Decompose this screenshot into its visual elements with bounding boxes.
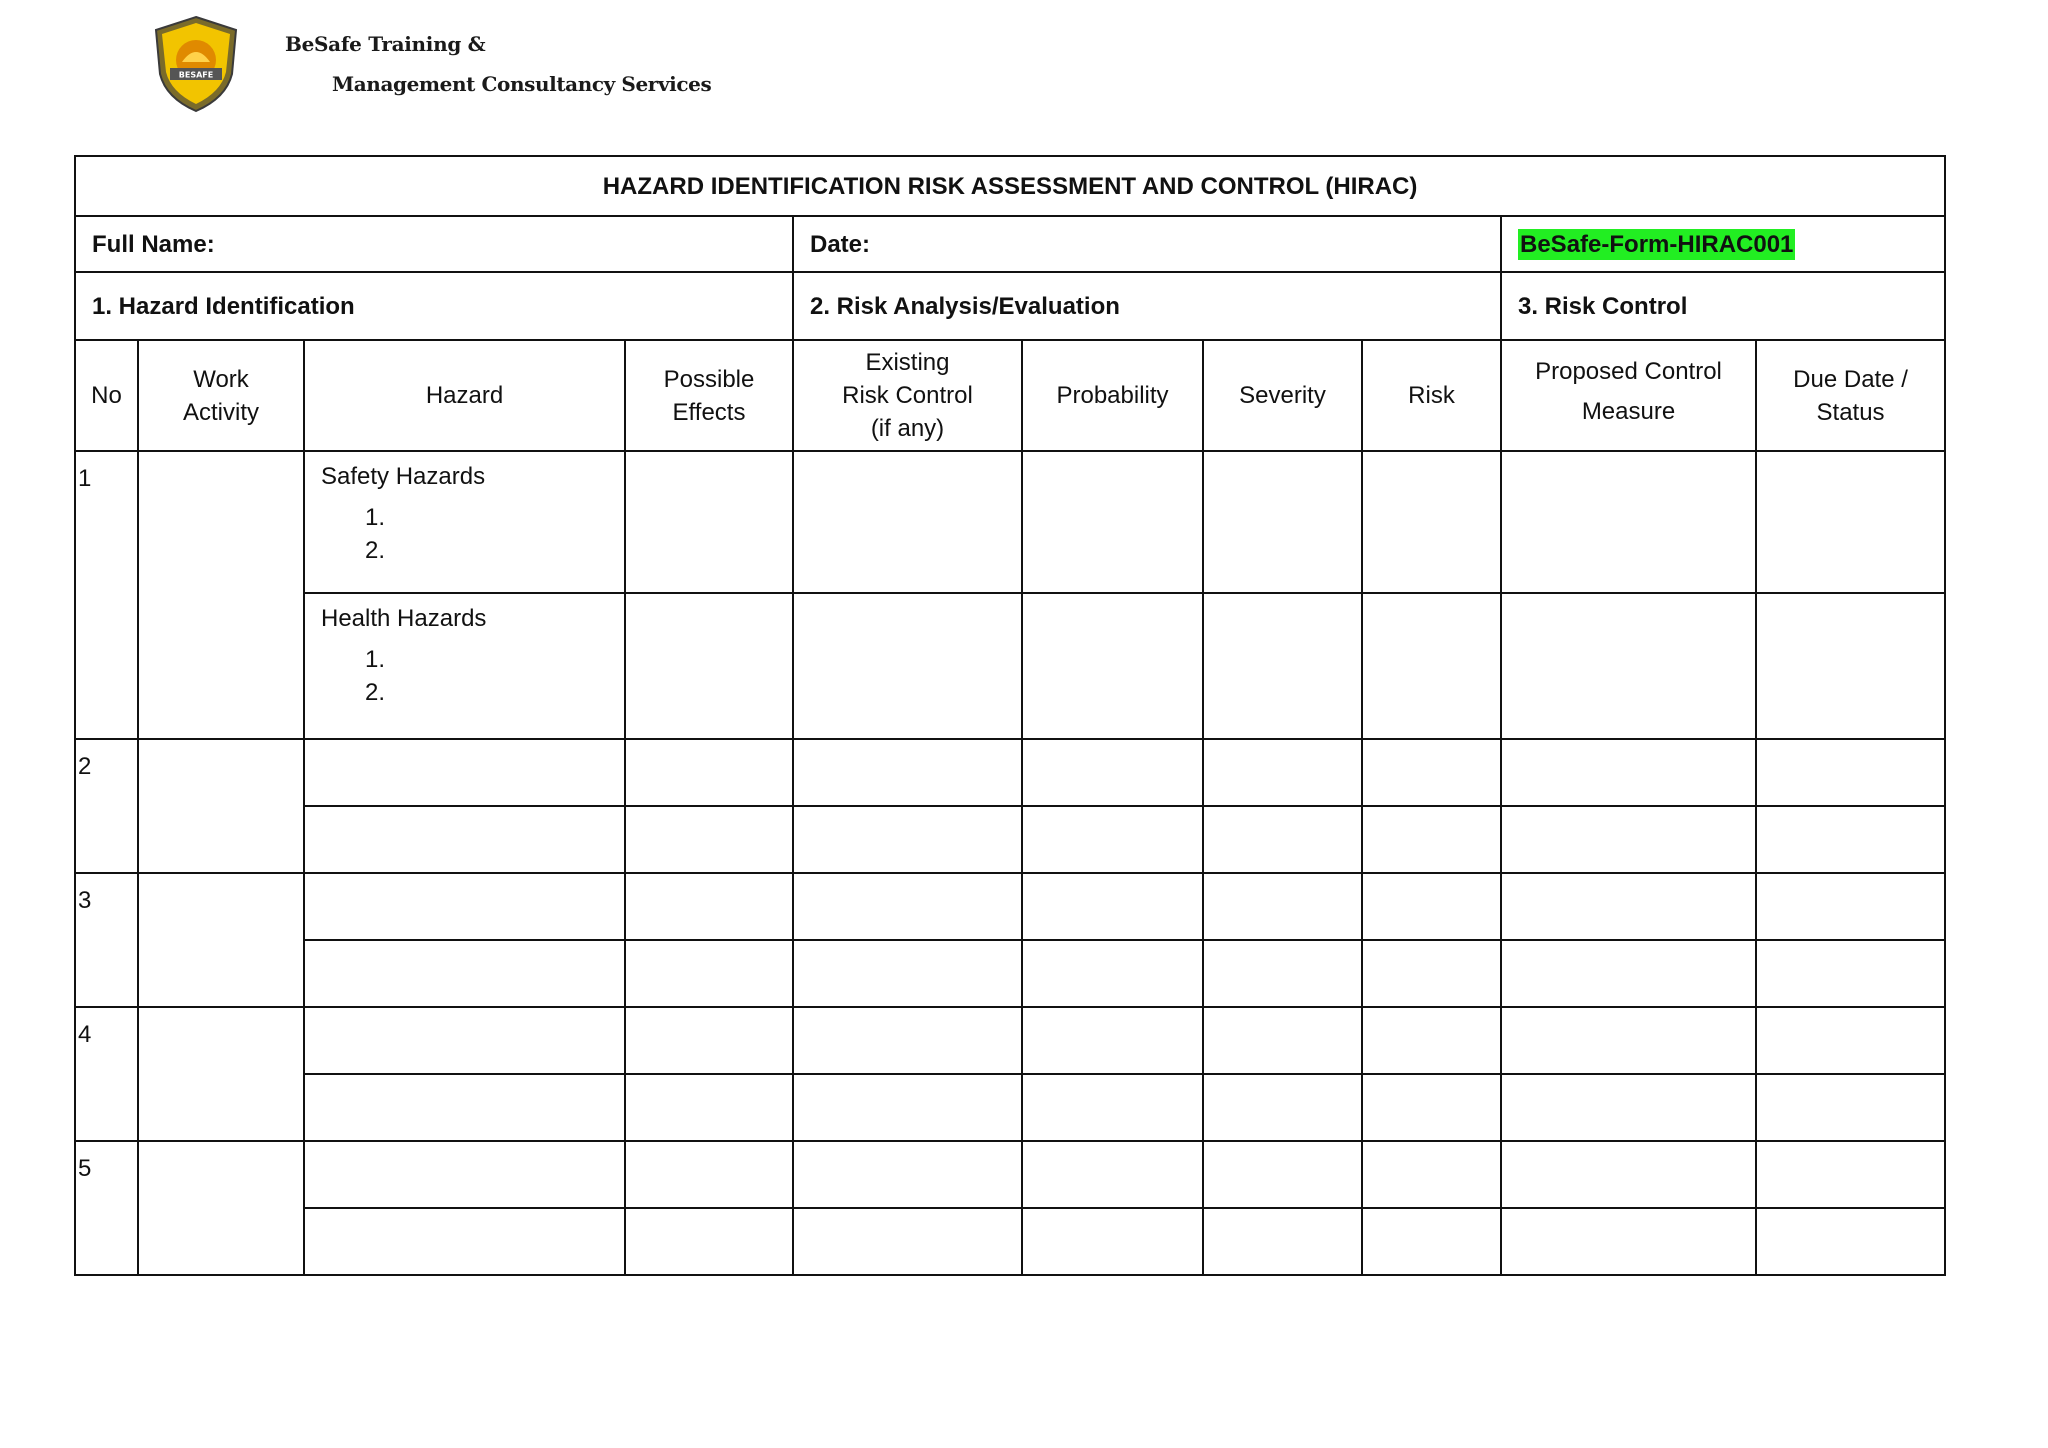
possible-effects-cell[interactable] — [625, 1074, 793, 1141]
possible-effects-cell[interactable] — [625, 1007, 793, 1074]
probability-cell[interactable] — [1022, 806, 1203, 873]
due-date-cell[interactable] — [1756, 593, 1945, 739]
row-number: 5 — [75, 1141, 138, 1275]
severity-cell[interactable] — [1203, 940, 1362, 1007]
work-activity-cell[interactable] — [138, 451, 304, 739]
table-row — [75, 1208, 1945, 1275]
possible-effects-cell[interactable] — [625, 1208, 793, 1275]
col-hazard: Hazard — [304, 340, 625, 451]
risk-cell[interactable] — [1362, 1141, 1501, 1208]
svg-text:BESAFE: BESAFE — [178, 70, 214, 80]
safety-hazards-list — [321, 501, 624, 567]
col-due-date-status: Due Date / Status — [1756, 340, 1945, 451]
proposed-control-cell[interactable] — [1501, 1074, 1756, 1141]
full-name-field[interactable] — [75, 216, 793, 272]
form-code-cell — [1501, 216, 1945, 272]
severity-cell[interactable] — [1203, 1141, 1362, 1208]
hazard-cell[interactable] — [304, 873, 625, 940]
due-date-cell[interactable] — [1756, 873, 1945, 940]
proposed-control-cell[interactable] — [1501, 1208, 1756, 1275]
hazard-cell[interactable] — [304, 1007, 625, 1074]
col-severity: Severity — [1203, 340, 1362, 451]
row-number: 3 — [75, 873, 138, 1007]
hirac-form-table — [74, 155, 1946, 1276]
risk-cell[interactable] — [1362, 1208, 1501, 1275]
probability-cell[interactable] — [1022, 739, 1203, 806]
existing-control-cell[interactable] — [793, 1074, 1022, 1141]
due-date-cell[interactable] — [1756, 1074, 1945, 1141]
hazard-cell[interactable] — [304, 1074, 625, 1141]
section-hazard-identification: 1. Hazard Identification — [75, 272, 793, 340]
hazard-cell[interactable] — [304, 806, 625, 873]
probability-cell[interactable] — [1022, 873, 1203, 940]
due-date-cell[interactable] — [1756, 1141, 1945, 1208]
safety-hazards-cell[interactable] — [304, 451, 625, 593]
severity-cell[interactable] — [1203, 806, 1362, 873]
row-number: 1 — [75, 451, 138, 739]
list-item: 1. — [365, 646, 386, 673]
proposed-control-cell[interactable] — [1501, 806, 1756, 873]
existing-control-cell[interactable] — [793, 873, 1022, 940]
col-risk: Risk — [1362, 340, 1501, 451]
possible-effects-cell[interactable] — [625, 940, 793, 1007]
section-risk-analysis: 2. Risk Analysis/Evaluation — [793, 272, 1501, 340]
list-item: 2. — [365, 679, 386, 706]
work-activity-cell[interactable] — [138, 873, 304, 1007]
table-row — [75, 1074, 1945, 1141]
severity-cell[interactable] — [1203, 1208, 1362, 1275]
proposed-control-cell[interactable] — [1501, 1141, 1756, 1208]
besafe-shield-logo-icon — [146, 14, 246, 114]
probability-cell[interactable] — [1022, 940, 1203, 1007]
due-date-cell[interactable] — [1756, 1007, 1945, 1074]
table-row — [75, 451, 1945, 593]
due-date-cell[interactable] — [1756, 739, 1945, 806]
form-title: HAZARD IDENTIFICATION RISK ASSESSMENT AND CONTROL (HIRAC) — [75, 156, 1945, 216]
hazard-cell[interactable] — [304, 1141, 625, 1208]
probability-cell[interactable] — [1022, 1074, 1203, 1141]
risk-cell[interactable] — [1362, 806, 1501, 873]
date-label: Date: — [810, 230, 871, 258]
severity-cell[interactable] — [1203, 739, 1362, 806]
column-header-row — [75, 340, 1945, 451]
health-hazards-list — [321, 643, 624, 709]
probability-cell[interactable] — [1022, 1007, 1203, 1074]
col-work-activity: Work Activity — [138, 340, 304, 451]
table-row — [75, 1141, 1945, 1208]
risk-cell[interactable] — [1362, 739, 1501, 806]
due-date-cell[interactable] — [1756, 451, 1945, 593]
existing-control-cell[interactable] — [793, 1007, 1022, 1074]
table-row — [75, 739, 1945, 806]
hazard-cell[interactable] — [304, 1208, 625, 1275]
risk-cell[interactable] — [1362, 451, 1501, 593]
existing-control-cell[interactable] — [793, 1141, 1022, 1208]
proposed-control-cell[interactable] — [1501, 1007, 1756, 1074]
table-row — [75, 806, 1945, 873]
col-probability: Probability — [1022, 340, 1203, 451]
date-field[interactable] — [793, 216, 1501, 272]
col-possible-effects: Possible Effects — [625, 340, 793, 451]
proposed-control-cell[interactable] — [1501, 739, 1756, 806]
full-name-label: Full Name: — [92, 230, 215, 258]
due-date-cell[interactable] — [1756, 1208, 1945, 1275]
proposed-control-cell[interactable] — [1501, 451, 1756, 593]
risk-cell[interactable] — [1362, 1074, 1501, 1141]
col-existing-risk-control: Existing Risk Control (if any) — [793, 340, 1022, 451]
table-row — [75, 940, 1945, 1007]
existing-control-cell[interactable] — [793, 940, 1022, 1007]
table-row — [75, 593, 1945, 739]
list-item: 1. — [365, 504, 386, 531]
existing-control-cell[interactable] — [793, 739, 1022, 806]
risk-cell[interactable] — [1362, 1007, 1501, 1074]
work-activity-cell[interactable] — [138, 739, 304, 873]
due-date-cell[interactable] — [1756, 940, 1945, 1007]
proposed-control-cell[interactable] — [1501, 873, 1756, 940]
possible-effects-cell[interactable] — [625, 739, 793, 806]
health-hazards-label: Health Hazards — [321, 605, 487, 632]
risk-cell[interactable] — [1362, 873, 1501, 940]
possible-effects-cell[interactable] — [625, 873, 793, 940]
severity-cell[interactable] — [1203, 451, 1362, 593]
table-row — [75, 1007, 1945, 1074]
hazard-cell[interactable] — [304, 940, 625, 1007]
proposed-control-cell[interactable] — [1501, 940, 1756, 1007]
probability-cell[interactable] — [1022, 1208, 1203, 1275]
work-activity-cell[interactable] — [138, 1141, 304, 1275]
severity-cell[interactable] — [1203, 1074, 1362, 1141]
severity-cell[interactable] — [1203, 593, 1362, 739]
existing-control-cell[interactable] — [793, 1208, 1022, 1275]
col-proposed-control: Proposed Control Measure — [1501, 340, 1756, 451]
probability-cell[interactable] — [1022, 593, 1203, 739]
form-code: BeSafe-Form-HIRAC001 — [1520, 230, 1794, 258]
existing-control-cell[interactable] — [793, 806, 1022, 873]
company-name-line2: Management Consultancy Services — [332, 72, 712, 96]
possible-effects-cell[interactable] — [625, 806, 793, 873]
existing-control-cell[interactable] — [793, 593, 1022, 739]
existing-control-cell[interactable] — [793, 451, 1022, 593]
probability-cell[interactable] — [1022, 1141, 1203, 1208]
row-number: 4 — [75, 1007, 138, 1141]
risk-cell[interactable] — [1362, 593, 1501, 739]
row-number: 2 — [75, 739, 138, 873]
hazard-cell[interactable] — [304, 739, 625, 806]
possible-effects-cell[interactable] — [625, 1141, 793, 1208]
work-activity-cell[interactable] — [138, 1007, 304, 1141]
col-no: No — [75, 340, 138, 451]
risk-cell[interactable] — [1362, 940, 1501, 1007]
table-row — [75, 873, 1945, 940]
possible-effects-cell[interactable] — [625, 593, 793, 739]
proposed-control-cell[interactable] — [1501, 593, 1756, 739]
probability-cell[interactable] — [1022, 451, 1203, 593]
list-item: 2. — [365, 537, 386, 564]
health-hazards-cell[interactable] — [304, 593, 625, 739]
company-name-line1: BeSafe Training & — [285, 32, 486, 56]
due-date-cell[interactable] — [1756, 806, 1945, 873]
safety-hazards-label: Safety Hazards — [321, 463, 486, 490]
severity-cell[interactable] — [1203, 1007, 1362, 1074]
section-risk-control: 3. Risk Control — [1501, 272, 1945, 340]
severity-cell[interactable] — [1203, 873, 1362, 940]
possible-effects-cell[interactable] — [625, 451, 793, 593]
